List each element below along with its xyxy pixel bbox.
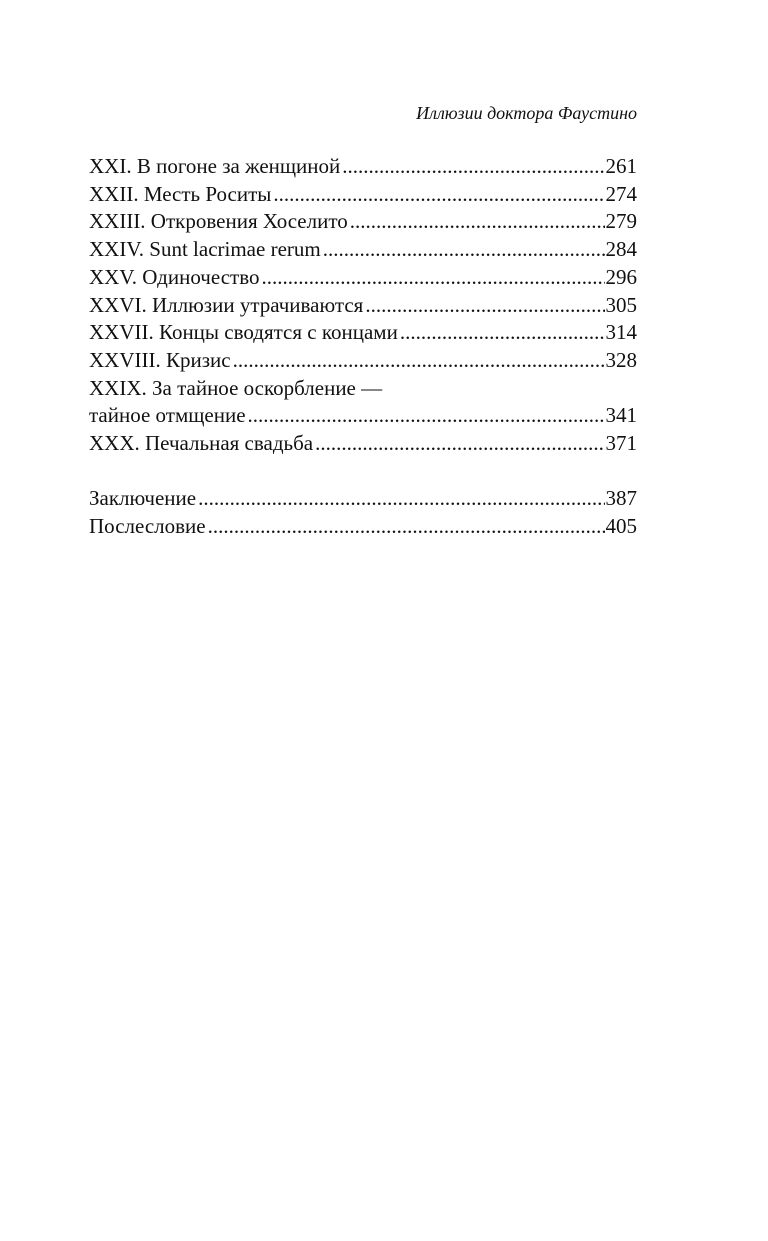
toc-entry-page: 341 [605,403,637,428]
toc-entry-page: 296 [605,264,637,289]
section-spacer [89,458,637,486]
toc-leader-dots [350,208,605,236]
toc-entry-ch21[interactable] [89,153,637,181]
toc-entry-page: 305 [605,292,637,317]
running-head: Иллюзии доктора Фаустино [416,103,637,123]
toc-entry-ch28[interactable] [89,347,637,375]
toc-entry-page: 387 [605,486,637,511]
toc-entry-title: Заключение [89,486,197,511]
toc-leader-dots [248,402,605,430]
toc-entry-conclusion[interactable] [89,485,637,513]
toc-entry-title-line1: XXIX. За тайное оскорбление — [89,375,383,400]
toc-entry-title: XXV. Одиночество [89,264,260,289]
toc-leader-dots [365,292,604,320]
toc-entry-ch26[interactable] [89,292,637,320]
toc-leader-dots [323,236,605,264]
toc-entry-title: XXVII. Концы сводятся с концами [89,320,398,345]
toc-leader-dots [198,485,604,513]
toc-leader-dots [315,430,604,458]
toc-entry-title: XXIII. Откровения Хоселито [89,209,348,234]
toc-entry-page: 371 [605,431,637,456]
toc-entry-page: 328 [605,347,637,372]
toc-entry-ch22[interactable] [89,181,637,209]
toc-entry-title: XXI. В погоне за женщиной [89,154,341,178]
toc-entry-page: 261 [605,154,637,178]
toc-leader-dots [208,513,605,541]
toc-entry-title-line2: тайное отмщение [89,403,246,428]
toc-leader-dots [400,319,605,347]
toc-entry-page: 314 [605,320,637,345]
toc-entry-ch27[interactable] [89,319,637,347]
toc-entry-ch23[interactable] [89,208,637,236]
toc-entry-page: 279 [605,209,637,234]
toc-leader-dots [342,153,604,181]
toc-entry-title: XXIV. Sunt lacrimae rerum [89,237,321,262]
toc-entry-page: 405 [605,514,637,539]
toc-leader-dots [233,347,605,375]
toc-entry-ch30[interactable] [89,430,637,458]
toc-entry-title: XXVI. Иллюзии утрачиваются [89,292,364,317]
toc-entry-page: 274 [605,181,637,206]
toc-entry-title: XXVIII. Кризис [89,347,231,372]
toc-entry-title: XXII. Месть Роситы [89,181,272,206]
toc-leader-dots [261,264,604,292]
toc-entry-title: XXX. Печальная свадьба [89,431,314,456]
toc-entry-ch25[interactable] [89,264,637,292]
toc-entry-afterword[interactable] [89,513,637,541]
toc-entry-page: 284 [605,237,637,262]
toc-entry-title: Послесловие [89,514,206,539]
toc-entry-ch29[interactable] [89,375,637,430]
table-of-contents [89,153,637,541]
toc-leader-dots [273,181,604,209]
toc-entry-line2 [89,402,637,430]
toc-entry-ch24[interactable] [89,236,637,264]
